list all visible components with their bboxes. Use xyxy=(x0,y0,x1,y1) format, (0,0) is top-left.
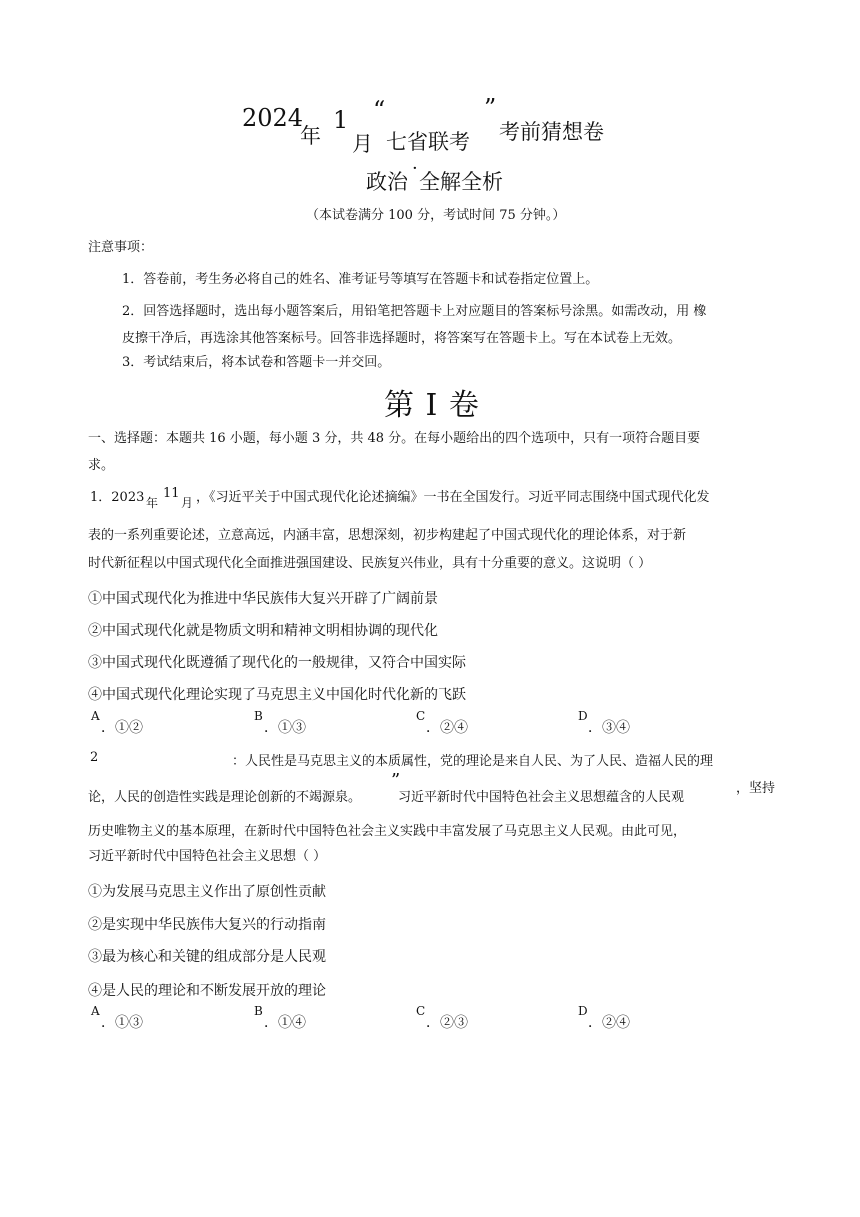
q2-option[interactable]: ④是人民的理论和不断发展开放的理论 xyxy=(88,983,326,999)
section-intro-line: 求。 xyxy=(88,458,115,473)
section-intro-line: 一、选择题：本题共 16 小题，每小题 3 分，共 48 分。在每小题给出的四个选项中，只有一项符合题目要 xyxy=(88,431,701,446)
q1-answer-letter: B xyxy=(254,709,263,723)
q1-yue: 月 xyxy=(181,496,194,510)
title-year: 2024 xyxy=(242,104,304,132)
q2-answer-letter: A xyxy=(91,1004,100,1018)
notice-item: 3．考试结束后，将本试卷和答题卡一并交回。 xyxy=(122,355,391,370)
q2-option[interactable]: ③最为核心和关键的组成部分是人民观 xyxy=(88,949,326,965)
exam-note: （本试卷满分 100 分，考试时间 75 分钟。） xyxy=(306,208,566,223)
q2-option[interactable]: ①为发展马克思主义作出了原创性贡献 xyxy=(88,884,326,900)
title-quote-close: ” xyxy=(484,94,497,122)
q2-tail: ，坚持 xyxy=(736,781,776,796)
title-nian: 年 xyxy=(300,124,321,148)
q2-line4: 习近平新时代中国特色社会主义思想（ ） xyxy=(88,849,327,864)
q1-answer-a[interactable]: ．①② xyxy=(101,720,143,736)
q1-option[interactable]: ②中国式现代化就是物质文明和精神文明相协调的现代化 xyxy=(88,623,438,639)
q2-answer-letter: C xyxy=(416,1004,426,1018)
q1-line3: 时代新征程以中国式现代化全面推进强国建设、民族复兴伟业，具有十分重要的意义。这说明（ ） xyxy=(88,556,652,571)
q2-line1: ：人民性是马克思主义的本质属性，党的理论是来自人民、为了人民、造福人民的理 xyxy=(232,754,714,769)
q1-nian: 年 xyxy=(146,496,159,510)
subject-dot: · xyxy=(412,158,418,179)
q2-answer-d[interactable]: ．②④ xyxy=(588,1015,630,1031)
q1-line1: ，《习近平关于中国式现代化论述摘编》一书在全国发行。习近平同志围绕中国式现代化发 xyxy=(196,490,710,505)
q1-answer-letter: A xyxy=(91,709,100,723)
q1-answer-d[interactable]: ．③④ xyxy=(588,720,630,736)
q2-number: 2 xyxy=(90,750,99,765)
notice-item: 1．答卷前，考生务必将自己的姓名、准考证号等填写在答题卡和试卷指定位置上。 xyxy=(122,272,599,287)
notices-heading: 注意事项： xyxy=(88,240,154,255)
q2-line3: 历史唯物主义的基本原理，在新时代中国特色社会主义实践中丰富发展了马克思主义人民观。由此可见， xyxy=(88,824,687,839)
q1-answer-letter: D xyxy=(578,709,588,723)
full-analysis-title: 全解全析 xyxy=(419,170,503,194)
title-exam-name: 七省联考 xyxy=(386,130,470,154)
q2-line2: 论，人民的创造性实践是理论创新的不竭源泉。 xyxy=(88,790,362,805)
q2-answer-a[interactable]: ．①③ xyxy=(101,1015,143,1031)
q1-number: 1．2023 xyxy=(90,490,145,505)
q1-answer-b[interactable]: ．①③ xyxy=(264,720,306,736)
q2-answer-letter: D xyxy=(578,1004,588,1018)
q2-option[interactable]: ②是实现中华民族伟大复兴的行动指南 xyxy=(88,917,326,933)
title-month: 1 xyxy=(333,106,349,134)
q2-answer-letter: B xyxy=(254,1004,263,1018)
section-title: 第 I 卷 xyxy=(384,388,480,423)
q1-answer-c[interactable]: ．②④ xyxy=(426,720,468,736)
q1-answer-letter: C xyxy=(416,709,426,723)
title-suffix: 考前猜想卷 xyxy=(499,120,604,144)
notice-item: 2．回答选择题时，选出每小题答案后，用铅笔把答题卡上对应题目的答案标号涂黑。如需改动，用 橡 xyxy=(122,304,707,319)
subject-title: 政治 xyxy=(366,170,408,194)
q2-answer-b[interactable]: ．①④ xyxy=(264,1015,306,1031)
q1-option[interactable]: ③中国式现代化既遵循了现代化的一般规律，又符合中国实际 xyxy=(88,655,466,671)
q2-quote-close: ” xyxy=(391,770,401,791)
q1-option[interactable]: ①中国式现代化为推进中华民族伟大复兴开辟了广阔前景 xyxy=(88,591,438,607)
q2-line2-rest: 习近平新时代中国特色社会主义思想蕴含的人民观 xyxy=(398,790,685,805)
q1-option[interactable]: ④中国式现代化理论实现了马克思主义中国化时代化新的飞跃 xyxy=(88,687,466,703)
q1-line2: 表的一系列重要论述，立意高远，内涵丰富，思想深刻，初步构建起了中国式现代化的理论体系，对于新 xyxy=(88,528,687,543)
q1-month: 11 xyxy=(163,486,180,501)
q2-answer-c[interactable]: ．②③ xyxy=(426,1015,468,1031)
title-yue: 月 xyxy=(352,132,373,156)
notice-item: 皮擦干净后，再选涂其他答案标号。回答非选择题时，将答案写在答题卡上。写在本试卷上无效。 xyxy=(122,331,682,346)
title-quote-open: “ xyxy=(373,96,386,124)
